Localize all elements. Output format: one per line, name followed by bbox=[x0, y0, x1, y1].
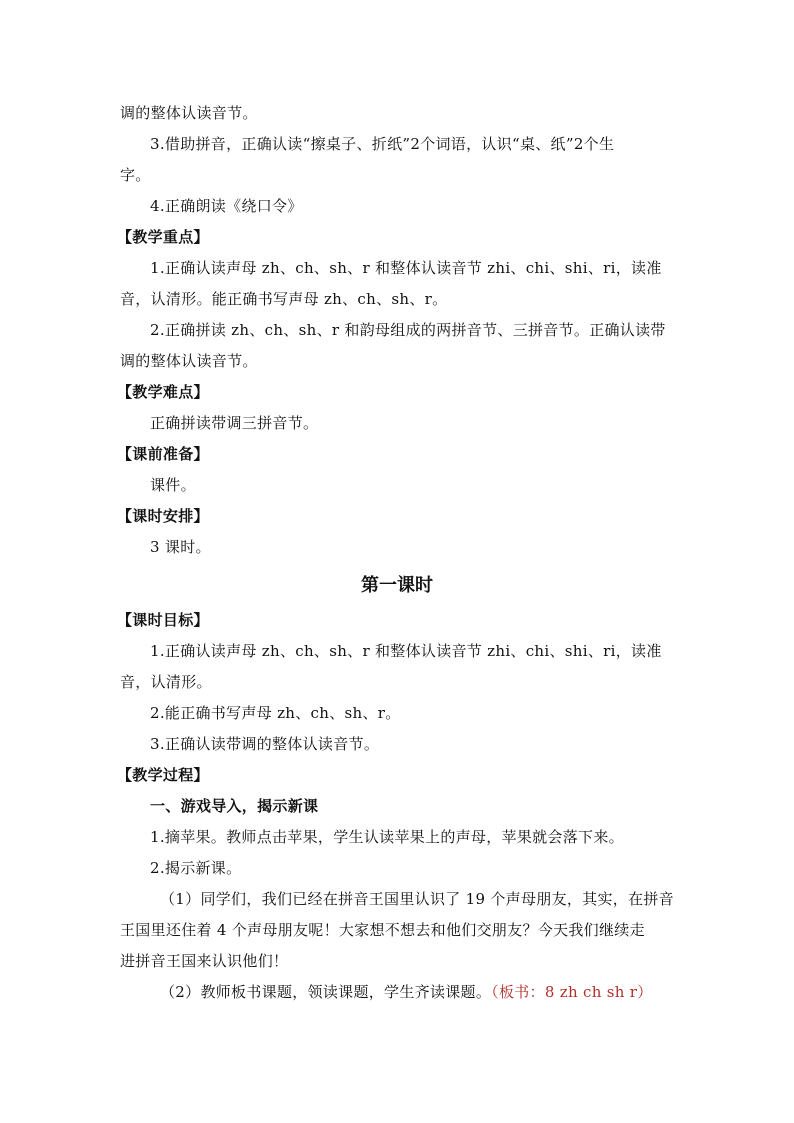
paragraph-line: 3.正确认读带调的整体认读音节。 bbox=[150, 735, 380, 753]
paragraph-line: 课件。 bbox=[150, 476, 196, 494]
section-heading: 【课前准备】 bbox=[117, 445, 209, 463]
paragraph-text: （2）教师板书课题，领读课题，学生齐读课题。 bbox=[160, 983, 492, 1001]
paragraph-line: 进拼音王国来认识他们！ bbox=[120, 952, 289, 970]
paragraph-line: 2.能正确书写声母 zh、ch、sh、r。 bbox=[150, 704, 401, 722]
section-heading: 【教学重点】 bbox=[117, 228, 209, 246]
paragraph-line: 音，认清形。能正确书写声母 zh、ch、sh、r。 bbox=[120, 290, 448, 308]
paragraph-line: 2.揭示新课。 bbox=[150, 859, 242, 877]
paragraph-line: 1.正确认读声母 zh、ch、sh、r 和整体认读音节 zhi、chi、shi、ri，读准 bbox=[150, 642, 662, 660]
paragraph-line: 1.正确认读声母 zh、ch、sh、r 和整体认读音节 zhi、chi、shi、ri，读准 bbox=[150, 259, 662, 277]
section-heading: 【课时安排】 bbox=[117, 507, 209, 525]
paragraph-line: 正确拼读带调三拼音节。 bbox=[150, 414, 319, 432]
paragraph-line: 音，认清形。 bbox=[120, 673, 212, 691]
paragraph-line: （1）同学们，我们已经在拼音王国里认识了 19 个声母朋友，其实，在拼音 bbox=[160, 890, 674, 908]
paragraph-line: 4.正确朗读《绕口令》 bbox=[150, 197, 303, 215]
paragraph-line: 字。 bbox=[120, 166, 151, 184]
paragraph-line: 3 课时。 bbox=[150, 538, 211, 556]
section-heading: 【教学难点】 bbox=[117, 383, 209, 401]
paragraph-line: 调的整体认读音节。 bbox=[120, 104, 258, 122]
paragraph-line: 1.摘苹果。教师点击苹果，学生认读苹果上的声母，苹果就会落下来。 bbox=[150, 828, 624, 846]
paragraph-line: 2.正确拼读 zh、ch、sh、r 和韵母组成的两拼音节、三拼音节。正确认读带 bbox=[150, 321, 666, 339]
paragraph-line bbox=[160, 982, 653, 1002]
paragraph-line: 调的整体认读音节。 bbox=[120, 352, 258, 370]
subsection-heading: 一、游戏导入，揭示新课 bbox=[150, 797, 319, 815]
lesson-title: 第一课时 bbox=[361, 575, 433, 596]
paragraph-line: 王国里还住着 4 个声母朋友呢！大家想不想去和他们交朋友？今天我们继续走 bbox=[120, 921, 645, 939]
paragraph-line: 3.借助拼音，正确认读“擦桌子、折纸”2个词语，认识“桌、纸”2个生 bbox=[150, 135, 615, 153]
section-heading: 【课时目标】 bbox=[117, 611, 209, 629]
section-heading: 【教学过程】 bbox=[117, 766, 209, 784]
board-note: （板书：8 zh ch sh r） bbox=[491, 983, 653, 1001]
